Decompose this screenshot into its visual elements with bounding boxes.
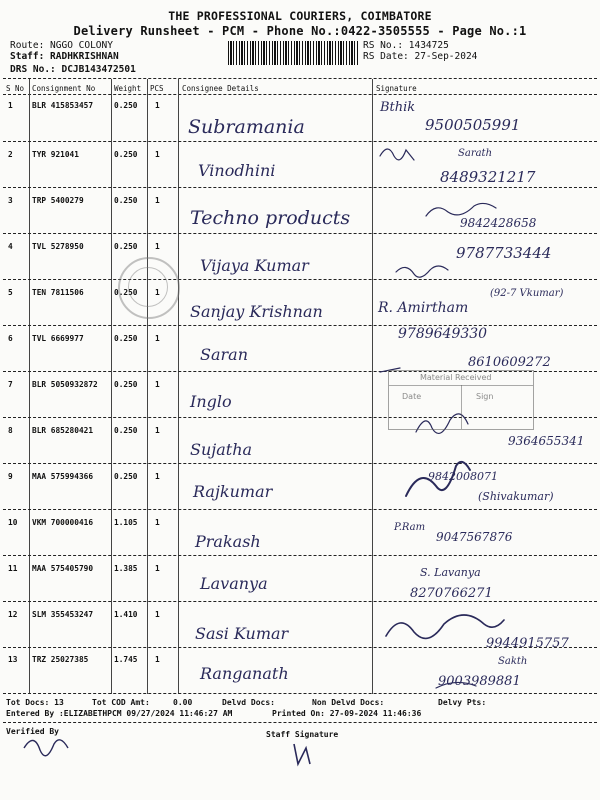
total-cod-label: Tot COD Amt: [92,698,150,707]
row-weight: 0.250 [114,242,138,251]
row-consignment: BLR 685280421 [32,426,94,435]
runsheet-title: Delivery Runsheet - PCM - Phone No.:0422-3505555 - Page No.:1 [73,24,527,38]
printed-on: Printed On: 27-09-2024 11:46:36 [272,709,422,718]
row-weight: 0.250 [114,288,138,297]
row-sno: 11 [8,564,18,573]
stamp-title: Material Received [420,373,492,382]
row-sno: 5 [8,288,13,297]
company-seal-inner [128,267,168,307]
row-pcs: 1 [155,242,160,251]
row-signature: P.Ram [394,522,426,533]
row-sno: 2 [8,150,13,159]
row-consignee-name: Saran [200,345,248,364]
non-delivered-docs: Non Delvd Docs: [312,698,385,707]
drs-number: DRS No.: DCJB143472501 [10,64,136,75]
scribble-sig [380,149,414,160]
row-consignment: MAA 575405790 [32,564,94,573]
row-consignee-name: Vinodhini [198,161,276,180]
row-weight: 0.250 [114,150,138,159]
row-phone-2: 8610609272 [468,355,551,370]
rs-date: RS Date: 27-Sep-2024 [363,51,478,62]
row-sno: 9 [8,472,13,481]
col-sno: S No [6,84,25,93]
row-consignee-name: Vijaya Kumar [200,256,309,275]
verified-by: Verified By [6,727,59,736]
row-signature: Sakth [498,656,528,667]
scribble-sig [396,266,448,277]
row-weight: 0.250 [114,380,138,389]
row-sno: 12 [8,610,18,619]
row-pcs: 1 [155,101,160,110]
row-consignee-name: Inglo [190,392,232,411]
rs-number: RS No.: 1434725 [363,40,449,51]
scribble-sig [436,682,476,688]
row-pcs: 1 [155,150,160,159]
row-phone: 8489321217 [440,168,536,186]
row-consignee-name: Prakash [195,532,261,551]
scribble-sig [386,615,504,638]
row-weight: 0.250 [114,196,138,205]
row-sno: 10 [8,518,18,527]
row-weight: 1.745 [114,655,138,664]
row-consignment: SLM 355453247 [32,610,94,619]
row-phone: 9364655341 [508,434,585,448]
verified-signature [20,728,80,768]
row-consignee-name: Sanjay Krishnan [190,302,323,321]
row-weight: 0.250 [114,101,138,110]
col-consignment: Consignment No [32,84,96,93]
row-rule [3,693,597,694]
row-pcs: 1 [155,472,160,481]
delivered-docs: Delvd Docs: [222,698,275,707]
row-sno: 8 [8,426,13,435]
route-label: Route: NGGO COLONY [10,40,113,51]
row-consignment: BLR 415853457 [32,101,94,110]
row-sno: 4 [8,242,13,251]
row-phone: 9789649330 [398,326,488,342]
barcode [228,41,358,65]
row-consignee-name: Lavanya [200,574,268,593]
row-phone: 8270766271 [410,586,493,601]
row-pcs: 1 [155,288,160,297]
col-consignee: Consignee Details [182,84,259,93]
total-docs: Tot Docs: 13 [6,698,64,707]
row-weight: 1.410 [114,610,138,619]
row-consignee-name: Sasi Kumar [195,624,289,643]
row-signature: Bthik [380,100,416,115]
row-sno: 13 [8,655,18,664]
footer-rule [3,722,597,723]
row-phone: 9787733444 [456,244,552,262]
staff-label: Staff: RADHKRISHNAN [10,51,119,62]
row-consignment: VKM 700000416 [32,518,94,527]
row-consignment: TRP 5400279 [32,196,84,205]
col-signature: Signature [376,84,417,93]
header-bottom-rule [3,94,597,95]
row-pcs: 1 [155,564,160,573]
row-pcs: 1 [155,518,160,527]
row-consignment: TRZ 25027385 [32,655,89,664]
scribble-sig [406,462,470,496]
scribble-sig [426,203,496,216]
row-consignment: TVL 5278950 [32,242,84,251]
row-consignee-name: Techno products [190,207,351,229]
row-weight: 1.385 [114,564,138,573]
row-sno: 1 [8,101,13,110]
row-consignee-name: Sujatha [190,440,253,459]
header-top-rule [3,78,597,79]
row-note: (92-7 Vkumar) [490,288,564,299]
row-consignee-name: Subramania [188,116,305,138]
row-consignment: MAA 575994366 [32,472,94,481]
row-phone: 9003989881 [438,674,521,689]
row-consignment: TEN 7811506 [32,288,84,297]
total-cod-value: 0.00 [173,698,193,707]
row-signature: S. Lavanya [420,566,481,579]
col-pcs: PCS [150,84,164,93]
row-signature: R. Amirtham [378,300,469,316]
row-consignment: TVL 6669977 [32,334,84,343]
row-consignment: TYR 921041 [32,150,79,159]
row-pcs: 1 [155,426,160,435]
row-consignment: BLR 5050932872 [32,380,98,389]
row-sno: 6 [8,334,13,343]
row-phone: 9047567876 [436,530,513,544]
row-weight: 1.105 [114,518,138,527]
row-phone: 9500505991 [425,116,521,134]
entered-by: Entered By :ELIZABETHPCM 09/27/2024 11:46:27 AM [6,709,233,718]
row-sno: 3 [8,196,13,205]
row-sno: 7 [8,380,13,389]
row-consignee-name: Rajkumar [193,482,273,501]
stamp-date-label: Date [402,392,422,401]
row-phone: 9842428658 [460,216,537,230]
row-phone: 9944915757 [486,636,569,651]
row-pcs: 1 [155,196,160,205]
row-pcs: 1 [155,334,160,343]
row-consignee-name: Ranganath [200,664,289,683]
row-weight: 0.250 [114,334,138,343]
row-phone: 9842008071 [428,470,498,483]
row-note: (Shivakumar) [478,490,554,503]
row-pcs: 1 [155,655,160,664]
col-weight: Weight [114,84,142,93]
row-signature: Sarath [458,148,493,159]
company-title: THE PROFESSIONAL COURIERS, COIMBATORE [168,9,432,23]
staff-signature-label: Staff Signature [266,730,339,739]
row-weight: 0.250 [114,472,138,481]
row-weight: 0.250 [114,426,138,435]
delivery-points: Delvy Pts: [438,698,487,707]
staff-signature-mark [288,740,328,770]
row-pcs: 1 [155,380,160,389]
row-pcs: 1 [155,610,160,619]
stamp-sign-label: Sign [476,392,494,401]
